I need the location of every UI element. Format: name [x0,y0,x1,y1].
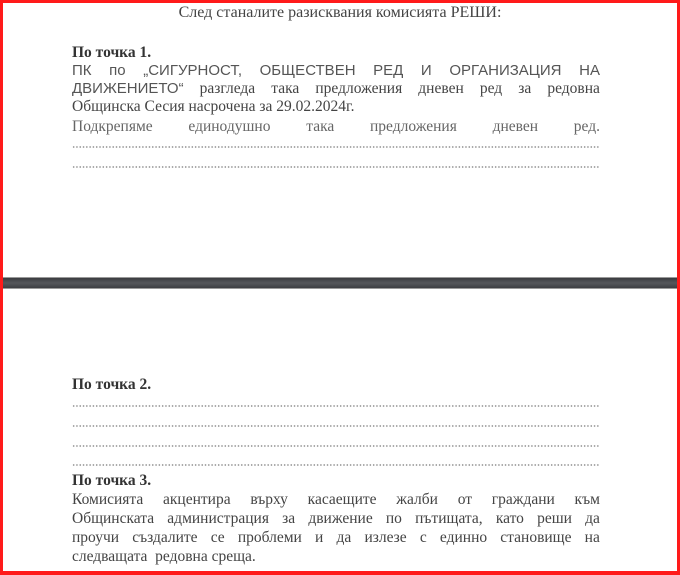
point3-line2: Общинската администрация за движение по пътищата, като реши да [72,510,600,527]
point3-line1: Комисията акцентира върху касаещите жалби от граждани към [72,491,600,508]
page-separator [3,277,677,289]
dotted-line [72,464,600,466]
point1-line4: Подкрепяме единодушно така предложения дневен ред. [72,118,600,135]
point1-line2: ДВИЖЕНИЕТО“ разгледа така предложения дневен ред за редовна [72,80,600,97]
point1-heading: По точка 1. [72,44,152,61]
point3-heading: По точка 3. [72,472,152,489]
dotted-line [72,445,600,447]
point3-line4: следващата редовна среща. [72,548,256,565]
dotted-line [72,405,600,407]
point1-line1: ПК по „СИГУРНОСТ, ОБЩЕСТВЕН РЕД И ОРГАНИЗАЦИЯ НА [72,62,600,79]
point2-heading: По точка 2. [72,376,152,393]
intro-text: След станалите разисквания комисията РЕШИ: [178,4,502,21]
dotted-line [72,425,600,427]
dotted-line [72,166,600,168]
point3-line3: проучи създалите се проблеми и да излезе с единно становище на [72,529,600,546]
dotted-line [72,146,600,148]
point1-line3: Общинска Сесия насрочена за 29.02.2024г. [72,98,355,115]
